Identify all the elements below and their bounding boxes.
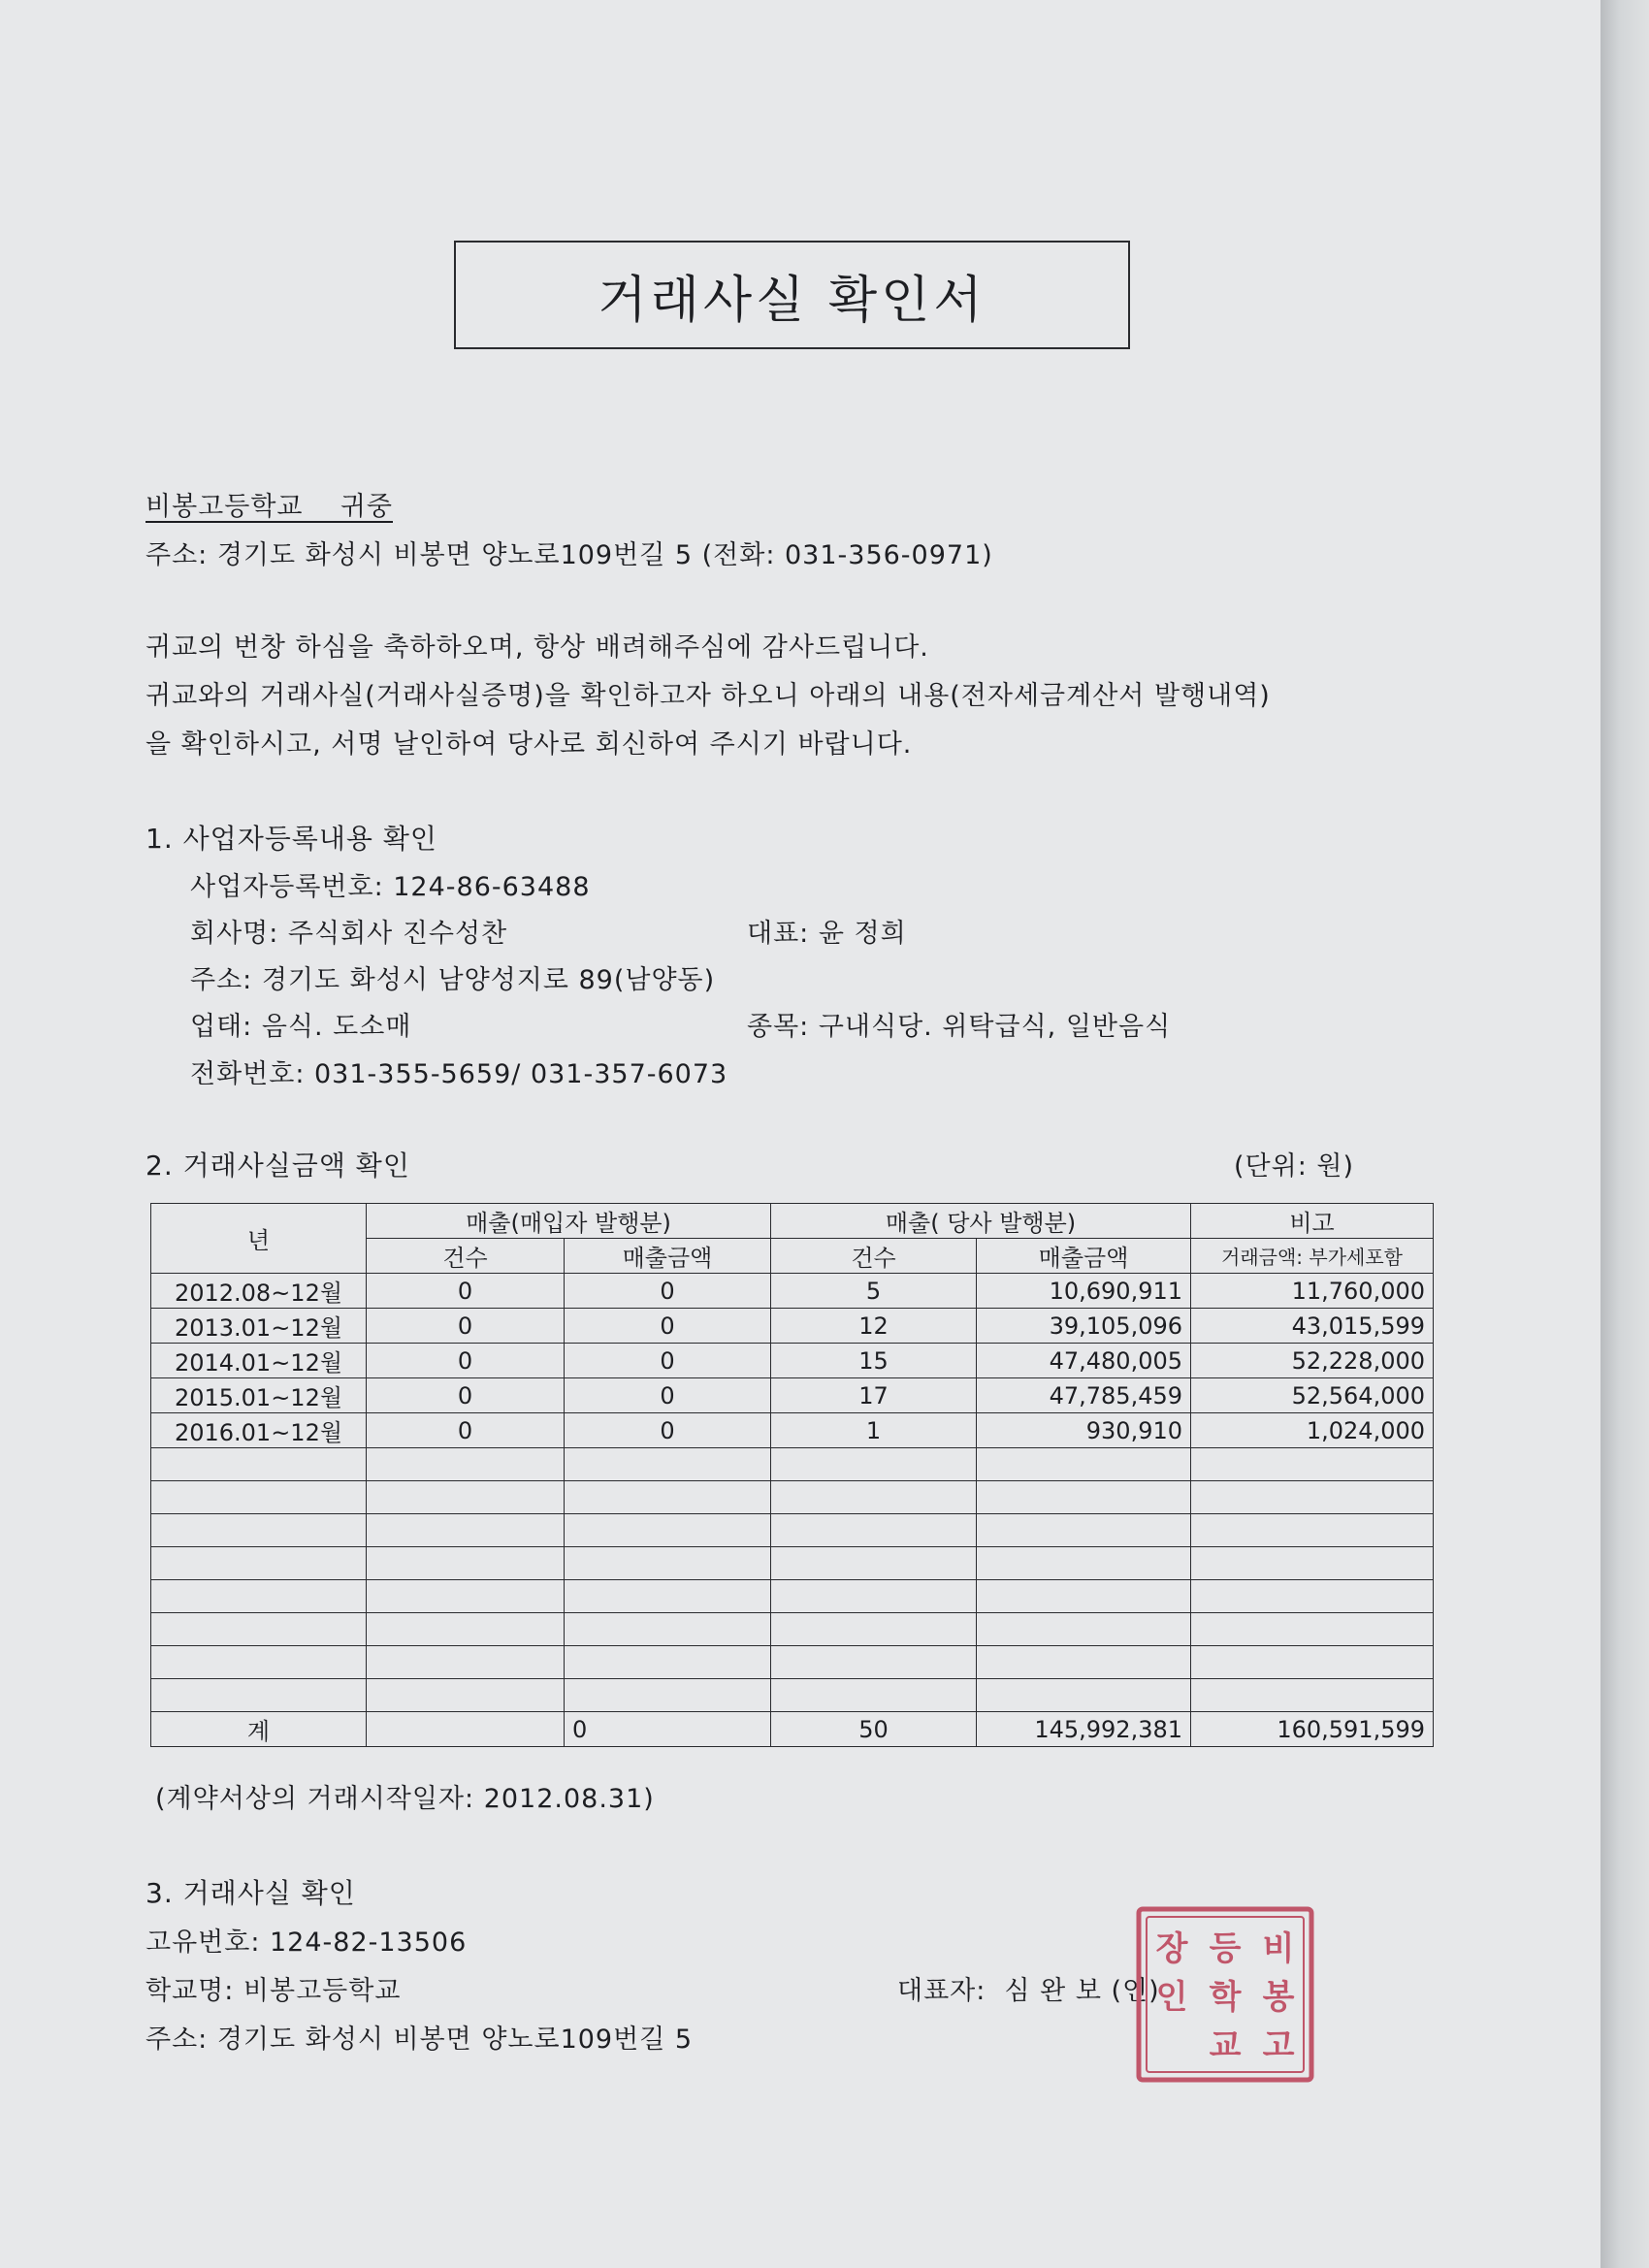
own-amount-cell — [977, 1613, 1191, 1646]
note-amount-cell — [1191, 1646, 1434, 1679]
section3-heading: 3. 거래사실 확인 — [146, 1877, 356, 1909]
greeting-line-1: 귀교의 번창 하심을 축하하오며, 항상 배려해주심에 감사드립니다. — [146, 632, 929, 663]
recipient-line: 비봉고등학교 귀중 — [146, 492, 393, 522]
greeting-line-2: 귀교와의 거래사실(거래사실증명)을 확인하고자 하오니 아래의 내용(전자세금계산서 발행내역) — [146, 681, 1271, 711]
table-row — [151, 1646, 1434, 1679]
own-count-cell — [771, 1613, 977, 1646]
seal-character: 교 — [1209, 2026, 1242, 2065]
company-representative: 대표: 윤 정희 — [747, 919, 907, 949]
purchase-amount-cell — [565, 1613, 771, 1646]
purchase-amount-cell: 0 — [565, 1344, 771, 1378]
purchase-amount-cell: 0 — [565, 1378, 771, 1413]
section1-heading: 1. 사업자등록내용 확인 — [146, 823, 437, 855]
table-header-row-1 — [151, 1204, 1434, 1239]
purchase-amount-cell — [565, 1646, 771, 1679]
purchase-count-cell: 0 — [367, 1309, 565, 1344]
school-address: 주소: 경기도 화성시 비봉면 양노로109번길 5 — [146, 2025, 694, 2055]
table-row — [151, 1679, 1434, 1712]
own-count-cell: 15 — [771, 1344, 977, 1378]
note-amount-cell: 1,024,000 — [1191, 1413, 1434, 1448]
seal-character: 비 — [1262, 1929, 1295, 1968]
purchase-count-cell — [367, 1580, 565, 1613]
note-amount-cell — [1191, 1448, 1434, 1481]
own-amount-cell — [977, 1481, 1191, 1514]
company-phone: 전화번호: 031-355-5659/ 031-357-6073 — [190, 1059, 728, 1089]
amount-header: 매출금액 — [565, 1239, 771, 1274]
own-count-cell: 12 — [771, 1309, 977, 1344]
own-amount-cell — [977, 1547, 1191, 1580]
purchase-amount-cell: 0 — [565, 1274, 771, 1309]
table-row — [151, 1514, 1434, 1547]
purchase-count-cell: 0 — [367, 1274, 565, 1309]
period-cell — [151, 1613, 367, 1646]
document-title: 거래사실 확인서 — [454, 241, 1130, 349]
own-amount-cell: 930,910 — [977, 1413, 1191, 1448]
note-header: 비고 — [1191, 1204, 1434, 1239]
purchase-count-cell — [367, 1646, 565, 1679]
note-amount-cell — [1191, 1679, 1434, 1712]
table-row — [151, 1378, 1434, 1413]
table-row — [151, 1344, 1434, 1378]
greeting-line-3: 을 확인하시고, 서명 날인하여 당사로 회신하여 주시기 바랍니다. — [146, 729, 913, 760]
own-count-cell: 50 — [771, 1712, 977, 1747]
purchase-count-cell — [367, 1613, 565, 1646]
own-amount-cell: 47,785,459 — [977, 1378, 1191, 1413]
unit-label: (단위: 원) — [1234, 1151, 1354, 1182]
table-row — [151, 1547, 1434, 1580]
own-amount-cell: 145,992,381 — [977, 1712, 1191, 1747]
own-amount-cell — [977, 1514, 1191, 1547]
period-cell — [151, 1547, 367, 1580]
table-body — [151, 1274, 1434, 1747]
school-unique-number: 고유번호: 124-82-13506 — [146, 1928, 468, 1958]
business-item: 종목: 구내식당. 위탁급식, 일반음식 — [747, 1012, 1172, 1042]
purchase-amount-cell — [565, 1514, 771, 1547]
table-row — [151, 1448, 1434, 1481]
table-row — [151, 1413, 1434, 1448]
section2-heading: 2. 거래사실금액 확인 — [146, 1150, 410, 1182]
company-name: 회사명: 주식회사 진수성찬 — [190, 919, 508, 949]
business-type: 업태: 음식. 도소매 — [190, 1012, 412, 1042]
table-row — [151, 1580, 1434, 1613]
purchase-count-cell: 0 — [367, 1344, 565, 1378]
purchase-amount-cell — [565, 1448, 771, 1481]
period-cell — [151, 1679, 367, 1712]
own-count-cell — [771, 1481, 977, 1514]
note-amount-cell: 43,015,599 — [1191, 1309, 1434, 1344]
purchase-count-cell — [367, 1712, 565, 1747]
purchase-amount-cell — [565, 1580, 771, 1613]
school-representative: 대표자: 심 완 보 (인) — [897, 1976, 1160, 2006]
own-amount-cell — [977, 1646, 1191, 1679]
own-count-cell — [771, 1646, 977, 1679]
purchase-count-cell: 0 — [367, 1378, 565, 1413]
business-reg-number: 사업자등록번호: 124-86-63488 — [190, 872, 591, 902]
purchase-count-cell — [367, 1514, 565, 1547]
seal-character: 고 — [1262, 2026, 1295, 2065]
own-amount-cell — [977, 1448, 1191, 1481]
own-count-cell — [771, 1580, 977, 1613]
amount-header: 매출금액 — [977, 1239, 1191, 1274]
purchase-count-cell — [367, 1547, 565, 1580]
purchase-amount-cell — [565, 1547, 771, 1580]
purchase-amount-cell — [565, 1481, 771, 1514]
note-amount-cell — [1191, 1547, 1434, 1580]
note-amount-cell — [1191, 1481, 1434, 1514]
own-count-cell — [771, 1547, 977, 1580]
purchase-count-cell: 0 — [367, 1413, 565, 1448]
year-header: 년 — [151, 1204, 367, 1274]
purchase-count-cell — [367, 1679, 565, 1712]
seal-character: 등 — [1209, 1929, 1242, 1968]
period-cell: 2012.08~12월 — [151, 1274, 367, 1309]
own-amount-cell: 39,105,096 — [977, 1309, 1191, 1344]
period-cell — [151, 1448, 367, 1481]
own-amount-cell: 47,480,005 — [977, 1344, 1191, 1378]
purchase-issued-header: 매출(매입자 발행분) — [367, 1204, 771, 1239]
own-amount-cell: 10,690,911 — [977, 1274, 1191, 1309]
contract-start-note: (계약서상의 거래시작일자: 2012.08.31) — [155, 1784, 655, 1814]
note-amount-cell — [1191, 1613, 1434, 1646]
purchase-amount-cell — [565, 1679, 771, 1712]
own-count-cell — [771, 1679, 977, 1712]
period-cell: 2014.01~12월 — [151, 1344, 367, 1378]
own-count-cell — [771, 1514, 977, 1547]
own-count-cell — [771, 1448, 977, 1481]
seal-character: 학 — [1209, 1978, 1242, 2017]
own-count-cell: 17 — [771, 1378, 977, 1413]
own-issued-header: 매출( 당사 발행분) — [771, 1204, 1191, 1239]
note-amount-cell: 11,760,000 — [1191, 1274, 1434, 1309]
table-row — [151, 1481, 1434, 1514]
seal-character: 봉 — [1262, 1978, 1295, 2017]
period-cell — [151, 1481, 367, 1514]
period-cell: 2016.01~12월 — [151, 1413, 367, 1448]
company-address: 주소: 경기도 화성시 남양성지로 89(남양동) — [190, 965, 716, 995]
recipient-address: 주소: 경기도 화성시 비봉면 양노로109번길 5 (전화: 031-356-0971) — [146, 540, 993, 570]
purchase-amount-cell: 0 — [565, 1309, 771, 1344]
purchase-amount-cell: 0 — [565, 1413, 771, 1448]
period-cell: 2013.01~12월 — [151, 1309, 367, 1344]
table-row — [151, 1274, 1434, 1309]
own-count-cell: 1 — [771, 1413, 977, 1448]
transaction-table — [150, 1203, 1434, 1747]
seal-character: 장 — [1155, 1929, 1188, 1968]
count-header: 건수 — [771, 1239, 977, 1274]
table-row — [151, 1613, 1434, 1646]
own-amount-cell — [977, 1679, 1191, 1712]
own-count-cell: 5 — [771, 1274, 977, 1309]
page-edge-shadow — [1600, 0, 1649, 2268]
total-row — [151, 1712, 1434, 1747]
school-seal-stamp — [1133, 1903, 1317, 2086]
period-cell: 계 — [151, 1712, 367, 1747]
purchase-amount-cell: 0 — [565, 1712, 771, 1747]
note-amount-cell — [1191, 1580, 1434, 1613]
period-cell — [151, 1580, 367, 1613]
note-amount-cell: 52,228,000 — [1191, 1344, 1434, 1378]
seal-character: 인 — [1155, 1978, 1188, 2017]
purchase-count-cell — [367, 1481, 565, 1514]
note-amount-cell — [1191, 1514, 1434, 1547]
count-header: 건수 — [367, 1239, 565, 1274]
purchase-count-cell — [367, 1448, 565, 1481]
table-row — [151, 1309, 1434, 1344]
note-subheader: 거래금액: 부가세포함 — [1191, 1239, 1434, 1274]
own-amount-cell — [977, 1580, 1191, 1613]
school-name: 학교명: 비봉고등학교 — [146, 1976, 402, 2006]
period-cell — [151, 1514, 367, 1547]
period-cell: 2015.01~12월 — [151, 1378, 367, 1413]
period-cell — [151, 1646, 367, 1679]
note-amount-cell: 52,564,000 — [1191, 1378, 1434, 1413]
note-amount-cell: 160,591,599 — [1191, 1712, 1434, 1747]
